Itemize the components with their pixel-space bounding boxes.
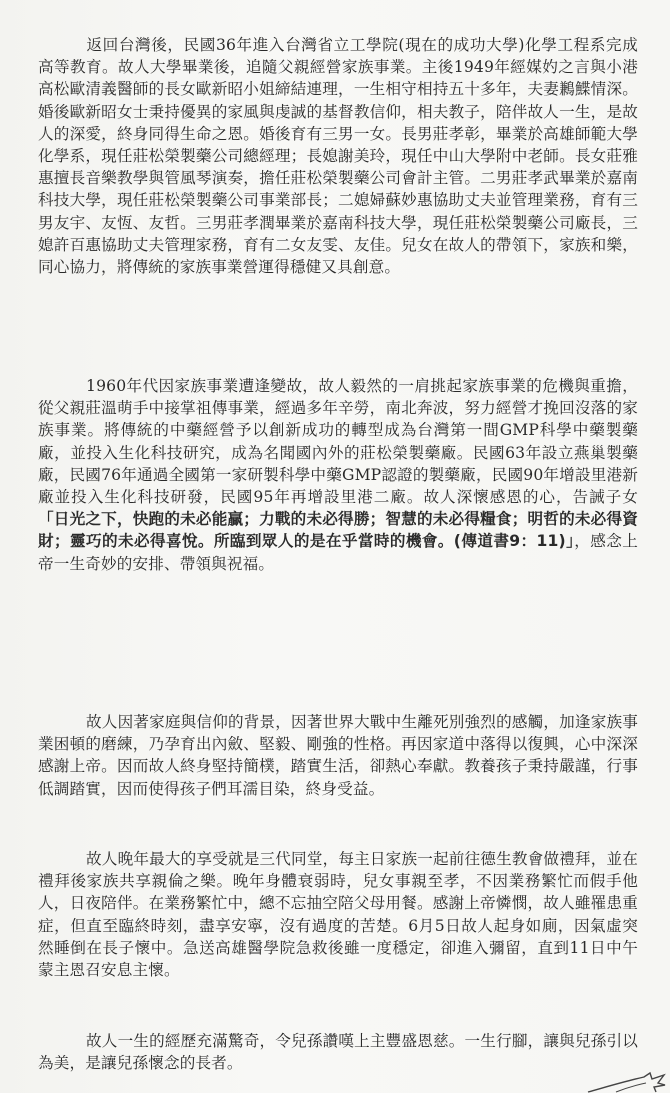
scripture-quote: 「日光之下，快跑的未必能贏；力戰的未必得勝；智慧的未必得糧食；明哲的未必得資財；靈巧的未必得喜悅。所臨到眾人的是在乎當時的機會。(傳道書9：11)」 — [38, 510, 638, 551]
paragraph-text: 故人因著家庭與信仰的背景，因著世界大戰中生離死別強烈的感觸，加逢家族事業困頓的磨練，乃孕育出內斂、堅毅、剛強的性格。再因家道中落得以復興，心中深深感謝上帝。因而故人終身堅持簡樸，踏實生活，卻熱心奉獻。教養孩子秉持嚴謹，行事低調踏實，因而使得孩子們耳濡目染，終身受益。 — [38, 713, 638, 798]
paragraph-text: 故人一生的經歷充滿驚奇，令兒孫讚嘆上主豐盛恩慈。一生行腳，讓與兒孫引以為美，是讓兒孫懷念的長者。 — [38, 1032, 638, 1073]
paragraph-text: ，感念上帝一生奇妙的安排、帶領與祝福。 — [38, 532, 639, 573]
paragraph-character — [38, 711, 638, 800]
decorative-corner-icon — [586, 1071, 666, 1093]
paragraph-family-business — [38, 375, 638, 575]
paragraph-text: 1960年代因家族事業遭逢變故，故人毅然的一肩挑起家族事業的危機與重擔，從父親莊溫萌手中接掌祖傳事業，經過多年辛勞，南北奔波，努力經營才挽回沒落的家族事業。將傳統的中藥經營予以創新成功的轉型成為台灣第一間GMP科學中藥製藥廠，並投入生化科技研究，成為名聞國內外的莊松榮製藥廠。民國63年設立燕巢製藥廠，民國76年通過全國第一家研製科學中藥GMP認證的製藥廠，民國90年增設里港新廠並投入生化科技研發，民國95年再增設里港二廠。故人深懷感恩的心，告誡子女 — [38, 377, 638, 507]
paragraph-later-years — [38, 848, 638, 981]
paragraph-closing — [38, 1030, 638, 1074]
paragraph-text: 返回台灣後，民國36年進入台灣省立工學院(現在的成功大學)化學工程系完成高等教育。故人大學畢業後，追隨父親經營家族事業。主後1949年經媒妁之言與小港高松歐清義醫師的長女歐新昭小姐締結連理，一生相守相持五十多年，夫妻鶼鰈情深。婚後歐新昭女士秉持優異的家風與虔誠的基督教信仰，相夫教子，陪伴故人一生，是故人的深愛，終身同得生命之恩。婚後育有三男一女。長男莊孝彰，畢業於高雄師範大學化學系，現任莊松榮製藥公司總經理；長媳謝美玲，現任中山大學附中老師。長女莊雅惠擅長音樂教學與管風琴演奏，擔任莊松榮製藥公司會計主管。二男莊孝武畢業於嘉南科技大學，現任莊松榮製藥公司事業部長；二媳婦蘇妙惠協助丈夫並管理業務，育有三男友宇、友恆、友哲。三男莊孝潤畢業於嘉南科技大學，現任莊松榮製藥公司廠長，三媳許百惠協助丈夫管理家務，育有二女友雯、友佳。兒女在故人的帶領下，家族和樂，同心協力，將傳統的家族事業營運得穩健又具創意。 — [38, 36, 638, 277]
paragraph-return-to-taiwan — [38, 34, 638, 278]
paragraph-text: 故人晚年最大的享受就是三代同堂，每主日家族一起前往德生教會做禮拜，並在禮拜後家族共享親倫之樂。晚年身體衰弱時，兒女事親至孝，不因業務繁忙而假手他人，日夜陪伴。在業務繁忙中，總不忘抽空陪父母用餐。感謝上帝憐憫，故人雖罹患重症，但直至臨終時刻，盡享安寧，沒有過度的苦楚。6月5日故人起身如廁，因氣虛突然睡倒在長子懷中。急送高雄醫學院急救後雖一度穩定，卻進入彌留，直到11日中午蒙主恩召安息主懷。 — [38, 850, 638, 980]
